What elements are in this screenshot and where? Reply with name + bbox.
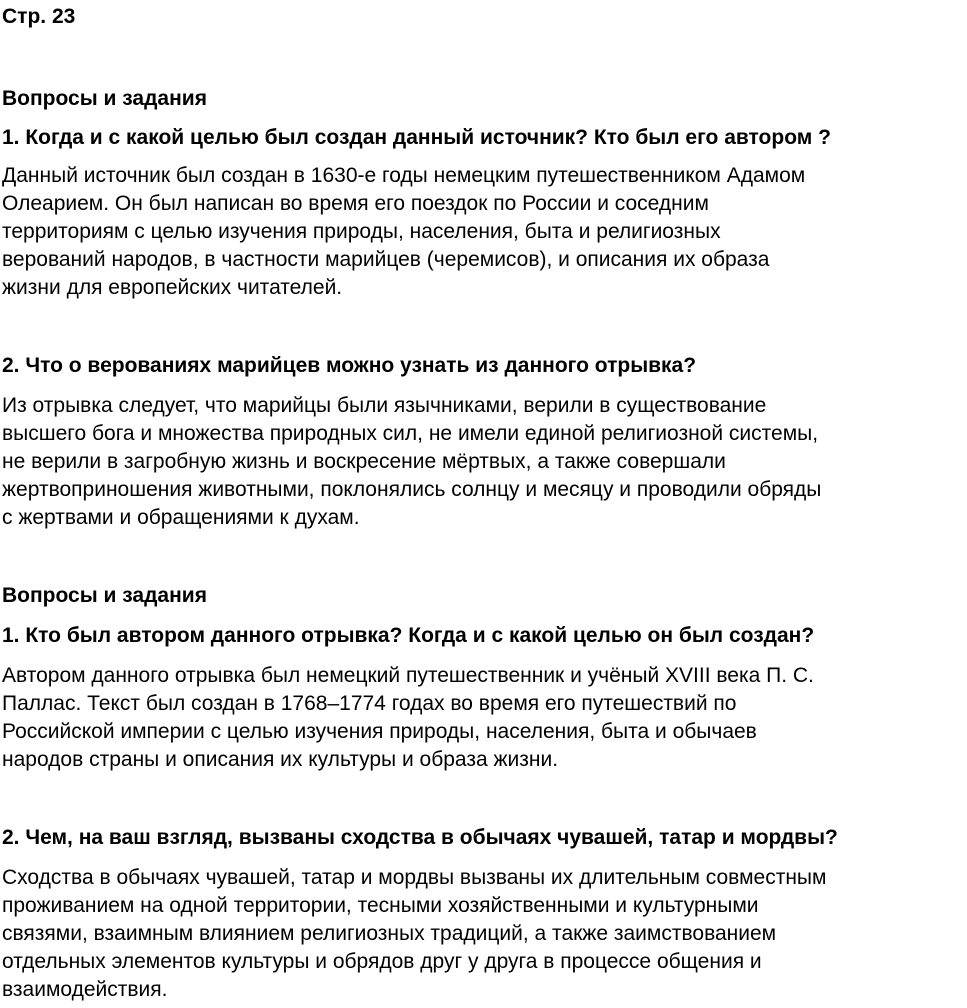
question-2-1: 1. Кто был автором данного отрывка? Когда и с какой целью он был создан? (2, 624, 815, 647)
answer-2-1 (2, 662, 964, 774)
answer-line: не верили в загробную жизнь и воскресение мёртвых, а также совершали (2, 450, 726, 473)
answer-line: Российской империи с целью изучения природы, населения, быта и обычаев (2, 720, 757, 743)
answer-line: Олеарием. Он был написан во время его поездок по России и соседним (2, 192, 709, 215)
answer-line: отдельных элементов культуры и обрядов друг у друга в процессе общения и (2, 950, 762, 973)
document-page (2, 0, 964, 1004)
answer-line: жизни для европейских читателей. (2, 276, 343, 299)
section-heading: Вопросы и задания (2, 584, 207, 607)
answer-line: Автором данного отрывка был немецкий путешественник и учёный XVIII века П. С. (2, 664, 814, 687)
answer-line: связями, взаимным влиянием религиозных традиций, а также заимствованием (2, 922, 777, 945)
answer-line: верований народов, в частности марийцев (черемисов), и описания их образа (2, 248, 770, 271)
answer-line: народов страны и описания их культуры и образа жизни. (2, 748, 559, 771)
answer-line: жертвоприношения животными, поклонялись солнцу и месяцу и проводили обряды (2, 478, 822, 501)
answer-line: высшего бога и множества природных сил, не имели единой религиозной системы, (2, 422, 819, 445)
page-number: Стр. 23 (2, 5, 76, 28)
answer-line: Данный источник был создан в 1630-е годы немецким путешественником Адамом (2, 164, 806, 187)
answer-line: проживанием на одной территории, тесными хозяйственными и культурными (2, 894, 759, 917)
answer-line: Из отрывка следует, что марийцы были язычниками, верили в существование (2, 394, 767, 417)
answer-line: Сходства в обычаях чувашей, татар и мордвы вызваны их длительным совместным (2, 866, 827, 889)
answer-1-2 (2, 392, 964, 532)
answer-1-1 (2, 162, 964, 302)
question-2-2: 2. Чем, на ваш взгляд, вызваны сходства в обычаях чувашей, татар и мордвы? (2, 826, 838, 849)
answer-line: территориям с целью изучения природы, населения, быта и религиозных (2, 220, 721, 243)
answer-line: Паллас. Текст был создан в 1768–1774 годах во время его путешествий по (2, 692, 737, 715)
answer-line: взаимодействия. (2, 978, 168, 1001)
question-1-1: 1. Когда и с какой целью был создан данный источник? Кто был его автором ? (2, 126, 831, 149)
answer-2-2 (2, 864, 964, 1004)
question-1-2: 2. Что о верованиях марийцев можно узнать из данного отрывка? (2, 354, 697, 377)
section-heading: Вопросы и задания (2, 87, 207, 110)
answer-line: с жертвами и обращениями к духам. (2, 506, 360, 529)
